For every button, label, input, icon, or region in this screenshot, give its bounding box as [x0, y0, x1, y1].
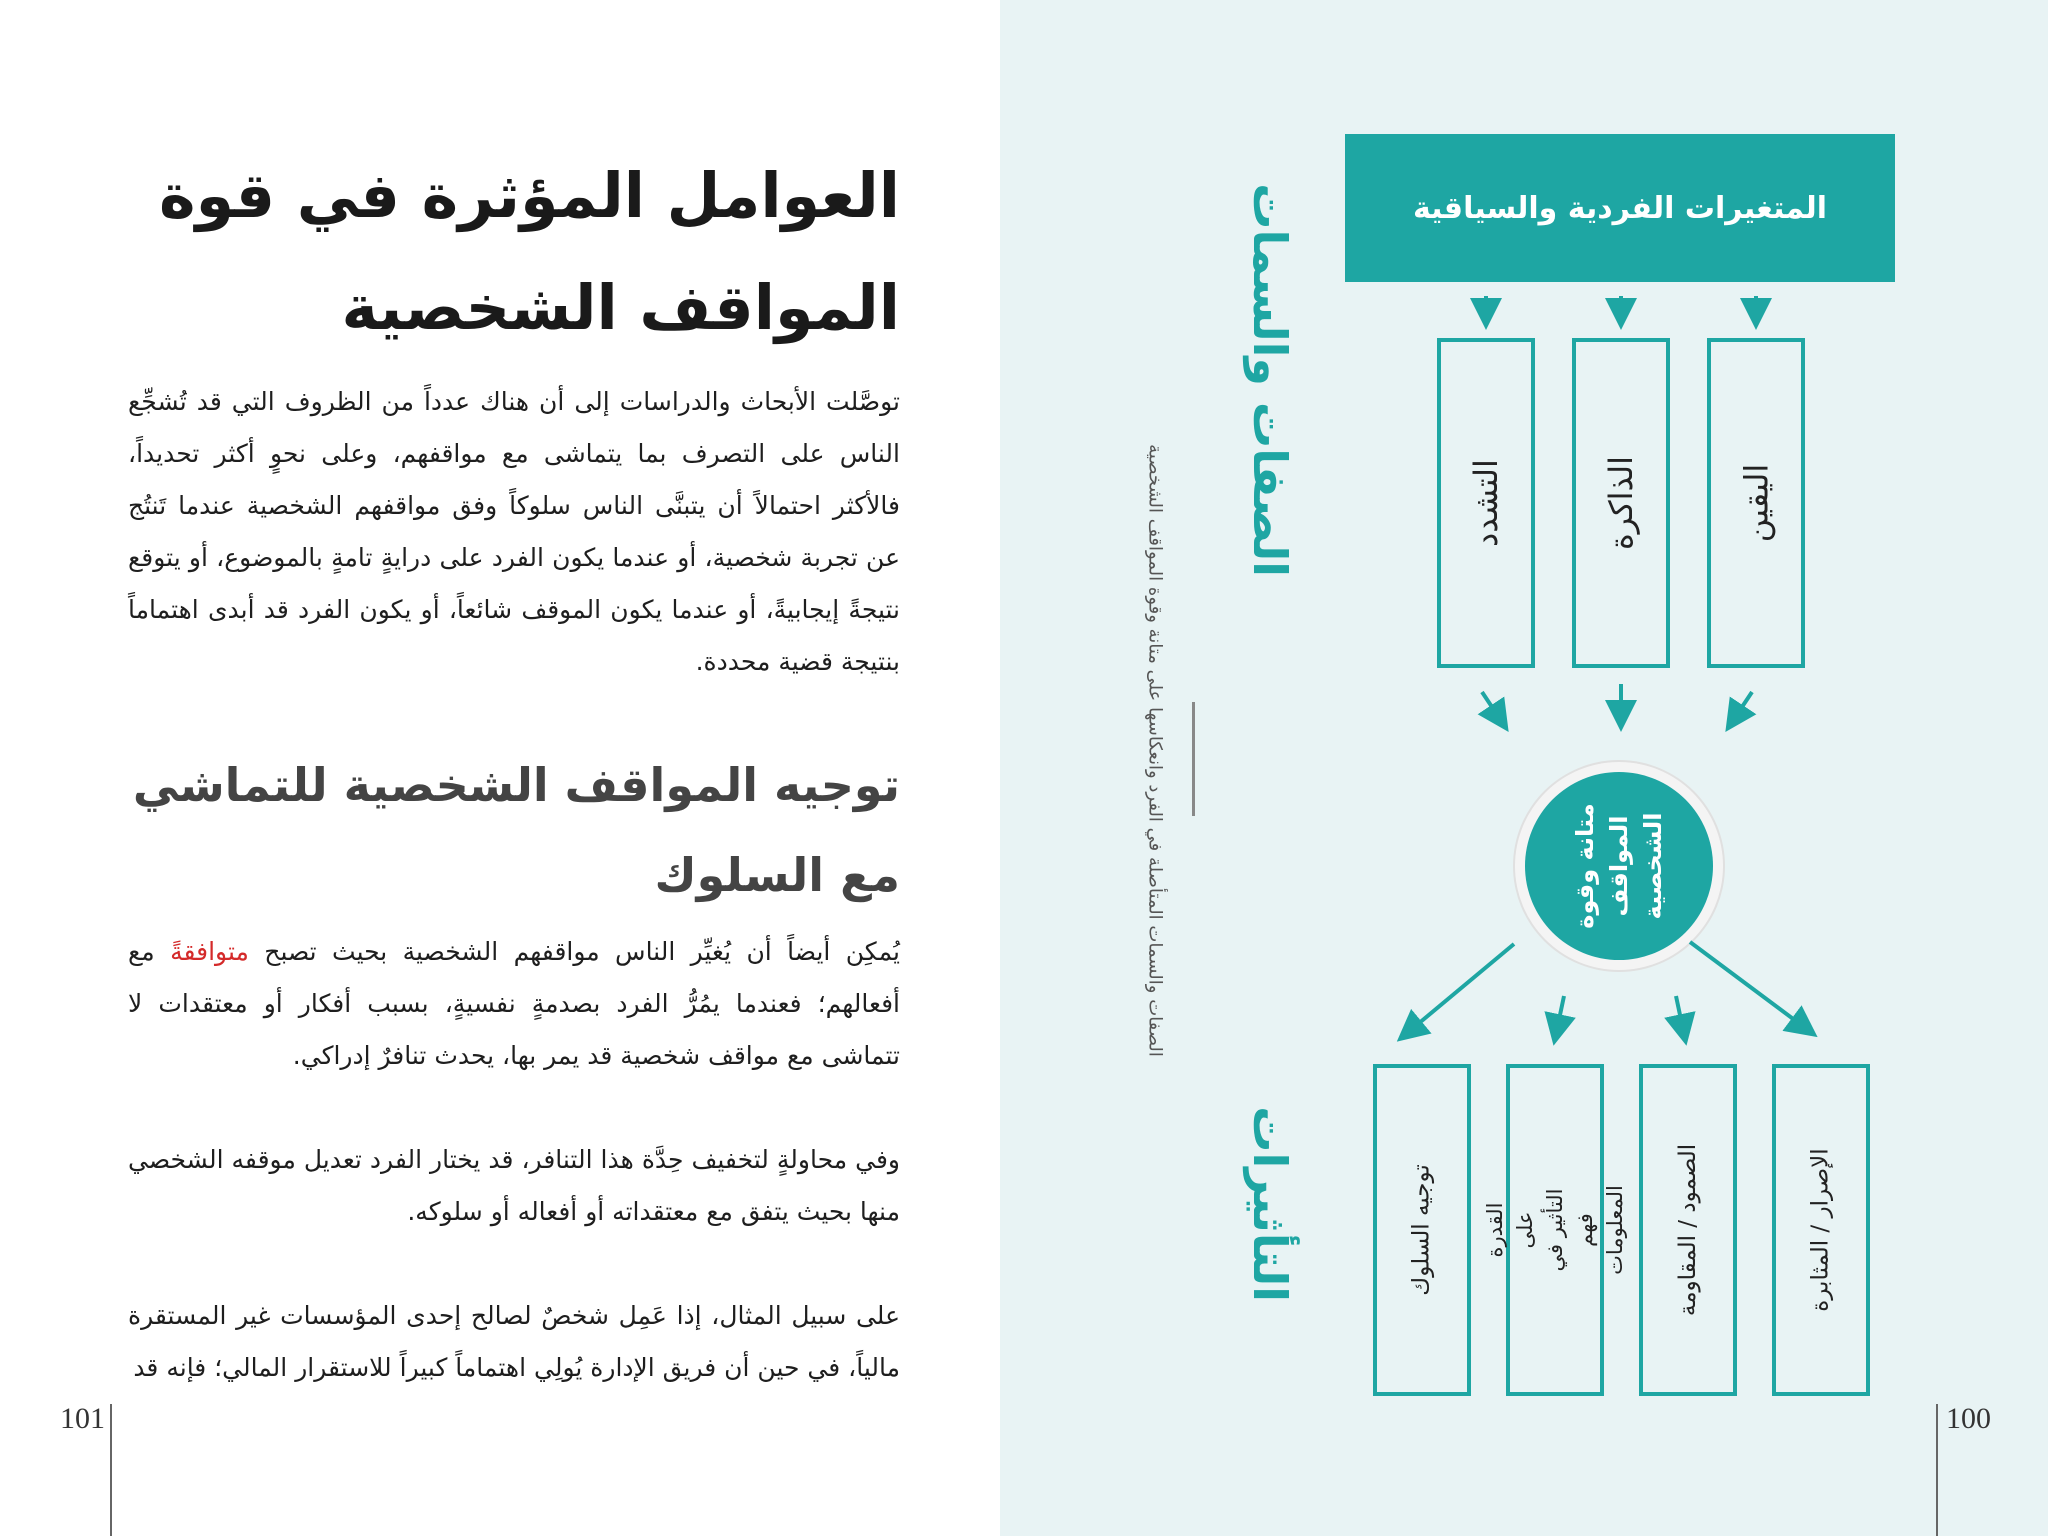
- arrow-diag: [1406, 944, 1514, 1034]
- page-heading-line1: العوامل المؤثرة في قوة: [159, 159, 900, 232]
- effect-label: الإصرار / المثابرة: [1808, 1148, 1835, 1312]
- paragraph-example: على سبيل المثال، إذا عَمِل شخصٌ لصالح إحدى المؤسسات غير المستقرة مالياً، في حين أن فريق الإدارة يُولِي اهتماماً كبيراً للاستقرار المالي؛ فإنه قد: [128, 1301, 900, 1382]
- label-effects: التأثيرات: [1243, 1106, 1297, 1302]
- effect-label: توجيه السلوك: [1409, 1164, 1436, 1296]
- paragraph-dissonance: وفي محاولةٍ لتخفيف حِدَّة هذا التنافر، قد يختار الفرد تعديل موقفه الشخصي منها بحيث يتفق مع معتقداته أو أفعاله أو سلوكه.: [128, 1145, 900, 1226]
- highlighted-word: متوافقةً: [170, 937, 249, 966]
- arrow-diag: [1690, 942, 1808, 1030]
- page-number-right: 100: [1946, 1402, 1991, 1435]
- page-rule-right: [1936, 1404, 1938, 1536]
- arrow-diag: [1482, 692, 1502, 722]
- paragraph-intro: توصَّلت الأبحاث والدراسات إلى أن هناك عدداً من الظروف التي قد تُشجِّع الناس على التصرف بما يتماشى مع مواقفهم، وعلى نحوٍ أكثر تحديداً، فالأكثر احتمالاً أن يتبنَّى الناس سلوكاً وفق مواقفهم الشخصية عندما تَنتُج عن تجربة شخصية، أو عندما يكون الفرد على درايةٍ تامةٍ بالموضوع، أو يتوقع نتيجةً إيجابيةً، أو عندما يكون الموقف شائعاً، أو يكون الفرد قد أبدى اهتماماً بنتيجة قضية محددة.: [128, 387, 900, 676]
- page-number-left: 101: [60, 1402, 105, 1435]
- label-traits: الصفات والسمات: [1243, 183, 1297, 577]
- center-label: متانة وقوة المواقف الشخصية: [1571, 803, 1667, 929]
- effect-label: القدرة على التأثير في فهم المعلومات: [1483, 1185, 1627, 1275]
- trait-label: التشدد: [1466, 459, 1505, 547]
- arrow-diag: [1556, 996, 1564, 1034]
- figure-caption: الصفات والسمات المتأصلة في الفرد وانعكاسها على متانة وقوة المواقف الشخصية: [1144, 444, 1166, 1057]
- effect-label: الصمود / المقاومة: [1675, 1143, 1702, 1317]
- trait-label: الذاكرة: [1602, 456, 1641, 550]
- variables-box: المتغيرات الفردية والسياقية: [1345, 134, 1895, 282]
- paragraph-text-b: مع أفعالهم؛ فعندما يمُرُّ الفرد بصدمةٍ نفسيةٍ، بسبب أفكار أو معتقدات لا تتماشى مع مواقف شخصية قد يمر بها، يحدث تنافرٌ إدراكي.: [128, 937, 900, 1070]
- section-heading: توجيه المواقف الشخصية للتماشي مع السلوك: [132, 758, 900, 902]
- paragraph-text-a: يُمكِن أيضاً أن يُغيِّر الناس مواقفهم الشخصية بحيث تصبح: [248, 937, 900, 966]
- trait-label: اليقين: [1737, 463, 1775, 543]
- arrow-diag: [1732, 692, 1752, 722]
- page-heading-line2: المواقف الشخصية: [341, 271, 900, 344]
- arrow-diag: [1676, 996, 1684, 1034]
